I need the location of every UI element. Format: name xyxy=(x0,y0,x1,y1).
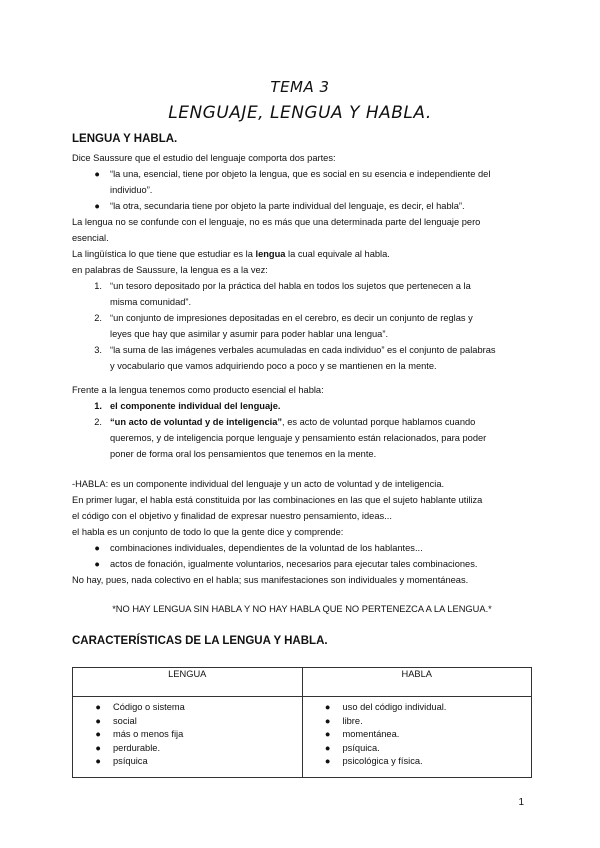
bullet-icon: ● xyxy=(95,729,101,739)
characteristics-table xyxy=(72,667,532,778)
table-cell-lengua xyxy=(73,697,303,778)
habla-bullet-list xyxy=(72,540,532,572)
section2-body xyxy=(72,382,532,462)
bullet-icon: ● xyxy=(324,742,331,753)
intro-paragraph: Dice Saussure que el estudio del lenguaje comporta dos partes: xyxy=(72,153,336,163)
list-number: 2. xyxy=(94,417,102,427)
list-item: 3. “la suma de las imágenes verbales acumuladas en cada individuo” es el conjunto de palabras y vocabulario que vamos adquiriendo poco a poco y se mantienen en la mente. xyxy=(72,342,532,374)
list-item: ● libre. xyxy=(303,715,532,729)
bullet-icon: ● xyxy=(95,742,101,753)
bullet-icon: ● xyxy=(94,169,100,179)
list-item: ● social xyxy=(73,715,302,729)
doc-title-number: TEMA 3 xyxy=(270,78,330,96)
paragraph-saussure: en palabras de Saussure, la lengua es a la vez: xyxy=(72,265,268,275)
list-item: 1. el componente individual del lenguaje. xyxy=(72,398,532,414)
list-item: ● más o menos fija xyxy=(73,728,302,742)
key-quote: *NO HAY LENGUA SIN HABLA Y NO HAY HABLA QUE NO PERTENEZCA A LA LENGUA.* xyxy=(112,604,492,614)
bullet-icon: ● xyxy=(324,702,331,712)
list-item: ● psicológica y física. xyxy=(303,755,532,769)
bullet-icon: ● xyxy=(324,715,331,726)
list-number: 3. xyxy=(94,345,102,355)
habla-intro: Frente a la lengua tenemos como producto esencial el habla: xyxy=(72,385,324,395)
bullet-icon: ● xyxy=(94,543,100,553)
bullet-icon: ● xyxy=(95,702,101,712)
list-item: ● psíquica. xyxy=(303,742,532,756)
habla-conjunto: el habla es un conjunto de todo lo que la gente dice y comprende: xyxy=(72,527,344,537)
section1-body xyxy=(72,150,532,374)
list-number: 2. xyxy=(94,313,102,323)
section-heading-caracteristicas: CARACTERÍSTICAS DE LA LENGUA Y HABLA. xyxy=(72,635,328,647)
bullet-icon: ● xyxy=(324,729,331,739)
bullet-icon: ● xyxy=(94,201,100,211)
bullet-icon: ● xyxy=(94,559,100,569)
habla-conclusion: No hay, pues, nada colectivo en el habla; sus manifestaciones son individuales y momentáneas. xyxy=(72,575,469,585)
section3-body xyxy=(72,476,532,588)
paragraph-linguistica: La lingüística lo que tiene que estudiar es la lengua la cual equivale al habla. xyxy=(72,249,390,259)
list-item: ● “la una, esencial, tiene por objeto la lengua, que es social en su esencia e independiente del individuo”. xyxy=(72,166,532,198)
list-item: ● uso del código individual. xyxy=(303,701,532,715)
list-item: ● combinaciones individuales, dependientes de la voluntad de los hablantes... xyxy=(72,540,532,556)
habla-paragraph: En primer lugar, el habla está constituida por las combinaciones en las que el sujeto hablante utiliza el código con el objetivo y finalidad de expresar nuestro pensamiento, ideas... xyxy=(72,495,483,521)
bullet-icon: ● xyxy=(324,756,331,766)
lengua-numbered-list xyxy=(72,278,532,374)
saussure-bullet-list xyxy=(72,166,532,214)
habla-definition: -HABLA: es un componente individual del lenguaje y un acto de voluntad y de inteligencia. xyxy=(72,479,445,489)
paragraph-lengua-lenguaje: La lengua no se confunde con el lenguaje, no es más que una determinada parte del lenguaje pero esencial. xyxy=(72,217,481,243)
table-header-habla: HABLA xyxy=(302,668,532,697)
list-number: 1. xyxy=(94,281,102,291)
list-item: ● “la otra, secundaria tiene por objeto la parte individual del lenguaje, es decir, el habla”. xyxy=(72,198,532,214)
list-item: 1. “un tesoro depositado por la práctica del habla en todos los sujetos que pertenecen a la misma comunidad”. xyxy=(72,278,532,310)
table-cell-habla xyxy=(302,697,532,778)
list-item: ● perdurable. xyxy=(73,742,302,756)
list-item: ● Código o sistema xyxy=(73,701,302,715)
table-row xyxy=(73,697,532,778)
list-number: 1. xyxy=(94,401,102,411)
bullet-icon: ● xyxy=(95,756,101,766)
list-item: 2. “un conjunto de impresiones depositadas en el cerebro, es decir un conjunto de reglas y leyes que hay que asimilar y asumir para poder hablar una lengua”. xyxy=(72,310,532,342)
habla-numbered-list xyxy=(72,398,532,462)
list-item: 2. “un acto de voluntad y de inteligencia”, es acto de voluntad porque hablamos cuando queremos, y de inteligencia porque lenguaje y pensamiento están relacionados, para poder poner de forma oral los pensamientos que tenemos en la mente. xyxy=(72,414,532,462)
bullet-icon: ● xyxy=(95,715,101,726)
page-number: 1 xyxy=(518,797,524,808)
doc-title: LENGUAJE, LENGUA Y HABLA. xyxy=(168,103,432,123)
list-item: ● actos de fonación, igualmente voluntarios, necesarios para ejecutar tales combinaciones. xyxy=(72,556,532,572)
list-item: ● psíquica xyxy=(73,755,302,769)
list-item: ● momentánea. xyxy=(303,728,532,742)
table-header-row xyxy=(73,668,532,697)
table-header-lengua: LENGUA xyxy=(73,668,303,697)
section-heading-lengua-habla: LENGUA Y HABLA. xyxy=(72,133,178,145)
